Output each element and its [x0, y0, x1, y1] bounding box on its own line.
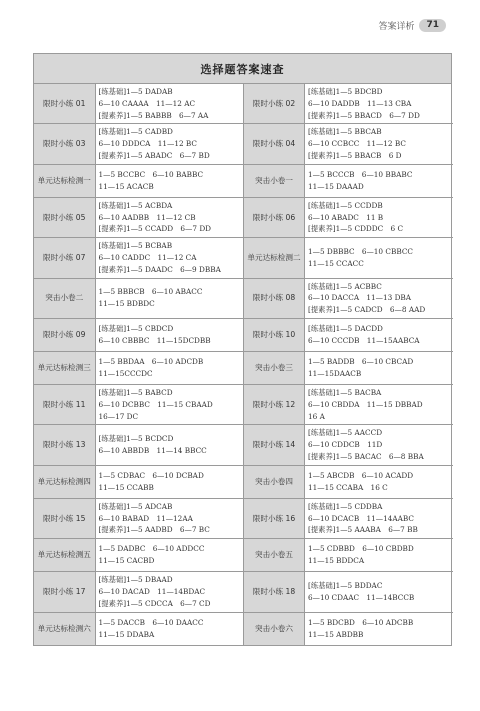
answer-line: [提素养]1—5 BBACD 6—7 DD [308, 110, 420, 120]
answer-line: 11—15 BDBDC [98, 299, 155, 309]
answer-line: 1—5 BCCBC 6—10 BABBC [98, 169, 204, 179]
answer-cell [95, 318, 244, 351]
section-label: 单元达标检测二 [244, 238, 305, 278]
answer-line: [练基础]1—5 BCBAB [98, 241, 173, 251]
answer-line: 6—10 CAAAA 11—12 AC [98, 98, 196, 108]
answer-line: 6—10 DCBBC 11—15 CBAAD [98, 399, 213, 409]
answer-cell [95, 197, 244, 237]
answer-line: 6—10 CADDC 11—12 CA [98, 252, 197, 262]
section-label: 限时小练 09 [34, 318, 95, 351]
section-label: 限时小练 03 [34, 124, 95, 164]
section-label: 突击小卷二 [34, 278, 95, 318]
answer-line: [练基础]1—5 BDDAC [308, 581, 383, 591]
answer-line: 11—15 ACACB [98, 181, 154, 191]
answer-line: [练基础]1—5 DACDD [308, 324, 383, 334]
answer-cell [95, 425, 244, 465]
answer-cell [305, 238, 454, 278]
section-label: 限时小练 02 [244, 84, 305, 124]
answer-cell [95, 539, 244, 572]
answer-line: 6—10 DDDCA 11—12 BC [98, 139, 198, 149]
section-label: 突击小卷五 [244, 539, 305, 572]
answer-line: 16 A [308, 411, 325, 421]
answer-line: 11—15 CACBD [98, 556, 155, 566]
answer-line: [提素养]1—5 CADCD 6—8 AAD [308, 305, 426, 315]
answer-line: [练基础]1—5 ADCAB [98, 501, 173, 511]
table-row [34, 612, 453, 645]
answer-line: [练基础]1—5 CBDCD [98, 324, 174, 334]
answer-line: 1—5 BDCBD 6—10 ADCBB [308, 617, 414, 627]
answer-line: 6—10 DCACB 11—14AABC [308, 513, 414, 523]
answer-line: 6—10 CCBCC 11—12 BC [308, 139, 406, 149]
answer-line: [练基础]1—5 DBAAD [98, 575, 173, 585]
answer-cell [305, 164, 454, 197]
answer-cell [305, 124, 454, 164]
section-label: 突击小卷四 [244, 465, 305, 498]
answer-line: [练基础]1—5 BABCD [98, 387, 173, 397]
section-label: 单元达标检测一 [34, 164, 95, 197]
answer-line: [提素养]1—5 ABADC 6—7 BD [98, 150, 210, 160]
answer-line: [练基础]1—5 DADAB [98, 87, 173, 96]
table-row [34, 498, 453, 538]
section-label: 限时小练 08 [244, 278, 305, 318]
answer-line: 6—10 CDDCB 11D [308, 440, 383, 450]
answer-cell [95, 238, 244, 278]
answer-line: [提素养]1—5 CDDDC 6 C [308, 224, 404, 234]
answer-cell [95, 278, 244, 318]
answer-line: [练基础]1—5 AACCD [308, 428, 383, 438]
answer-line: 1—5 BADDB 6—10 CBCAD [308, 357, 414, 367]
answer-line: [提素养]1—5 BABBB 6—7 AA [98, 110, 209, 120]
section-label: 限时小练 11 [34, 384, 95, 424]
answer-cell [305, 572, 454, 612]
answer-line: 6—10 DACCA 11—13 DBA [308, 293, 412, 303]
section-label: 限时小练 15 [34, 498, 95, 538]
answer-line: [提素养]1—5 BBACB 6 D [308, 150, 402, 160]
answer-line: 1—5 BBBCB 6—10 ABACC [98, 287, 203, 297]
section-label: 限时小练 18 [244, 572, 305, 612]
section-label: 单元达标检测四 [34, 465, 95, 498]
section-label: 限时小练 04 [244, 124, 305, 164]
answer-cell [95, 572, 244, 612]
answer-line: 6—10 DADDB 11—13 CBA [308, 98, 412, 108]
answer-cell [95, 351, 244, 384]
answer-line: 1—5 CDBBD 6—10 CBDBD [308, 544, 414, 554]
answer-line: [提素养]1—5 BACAC 6—8 BBA [308, 451, 424, 461]
answer-line: 16—17 DC [98, 411, 139, 421]
answer-line: 11—15CCCDC [98, 368, 153, 378]
answer-cell [305, 539, 454, 572]
table-row [34, 539, 453, 572]
page-number: 71 [419, 19, 446, 32]
answer-cell [305, 612, 454, 645]
table-row [34, 425, 453, 465]
answer-line: [练基础]1—5 CADBD [98, 127, 173, 137]
answer-cell [95, 84, 244, 124]
section-title: 答案详析 [378, 22, 415, 32]
section-label: 单元达标检测五 [34, 539, 95, 572]
section-label: 突击小卷三 [244, 351, 305, 384]
section-label: 限时小练 16 [244, 498, 305, 538]
answer-line: 11—15DAACB [308, 368, 362, 378]
section-label: 限时小练 07 [34, 238, 95, 278]
table-row [34, 318, 453, 351]
section-label: 限时小练 05 [34, 197, 95, 237]
answer-line: [提素养]1—5 DAADC 6—9 DBBA [98, 264, 221, 274]
answer-line: 1—5 ABCDB 6—10 ACADD [308, 470, 414, 480]
table-row [34, 465, 453, 498]
table-row [34, 278, 453, 318]
answer-line: 1—5 BCCCB 6—10 BBABC [308, 169, 413, 179]
answer-line: [提素养]1—5 AADBD 6—7 BC [98, 525, 210, 535]
table-row [34, 84, 453, 124]
section-label: 单元达标检测六 [34, 612, 95, 645]
table-row [34, 351, 453, 384]
answer-cell [305, 425, 454, 465]
answer-line: [练基础]1—5 BACBA [308, 387, 382, 397]
section-label: 限时小练 06 [244, 197, 305, 237]
answer-line: 1—5 BBDAA 6—10 ADCDB [98, 357, 204, 367]
answer-cell [305, 197, 454, 237]
answer-line: [提素养]1—5 CCADD 6—7 DD [98, 224, 212, 234]
answer-cell [305, 351, 454, 384]
section-label: 限时小练 14 [244, 425, 305, 465]
section-label: 限时小练 13 [34, 425, 95, 465]
answer-line: 11—15 CCABA 16 C [308, 482, 388, 492]
section-label: 限时小练 01 [34, 84, 95, 124]
answer-cell [95, 124, 244, 164]
answer-cell [305, 384, 454, 424]
answer-line: [提素养]1—5 CDCCA 6—7 CD [98, 598, 211, 608]
answer-line: 6—10 CCCDB 11—15AABCA [308, 335, 420, 345]
answer-line: [练基础]1—5 ACBDA [98, 200, 173, 210]
section-label: 限时小练 10 [244, 318, 305, 351]
section-label: 限时小练 17 [34, 572, 95, 612]
answer-cell [95, 164, 244, 197]
answer-line: 1—5 CDBAC 6—10 DCBAD [98, 470, 204, 480]
answer-table-container [33, 53, 452, 646]
answer-line: 1—5 DBBBC 6—10 CBBCC [308, 247, 414, 257]
section-label: 突击小卷六 [244, 612, 305, 645]
table-row [34, 124, 453, 164]
answer-line: [提素养]1—5 AAABA 6—7 BB [308, 525, 418, 535]
answer-line: 6—10 ABADC 11 B [308, 212, 384, 222]
answer-line: [练基础]1—5 BCDCD [98, 434, 174, 444]
answer-cell [95, 384, 244, 424]
answer-line: 11—15 DAAAD [308, 181, 364, 191]
table-row [34, 164, 453, 197]
answer-line: 6—10 CBBBC 11—15DCDBB [98, 335, 211, 345]
answer-cell [305, 278, 454, 318]
section-label: 限时小练 12 [244, 384, 305, 424]
section-label: 单元达标检测三 [34, 351, 95, 384]
answer-cell [305, 318, 454, 351]
answer-cell [95, 612, 244, 645]
table-row [34, 384, 453, 424]
answer-line: 11—15 DDABA [98, 629, 155, 639]
section-label: 突击小卷一 [244, 164, 305, 197]
answer-line: [练基础]1—5 BBCAB [308, 127, 382, 137]
answer-line: 6—10 DACAD 11—14BDAC [98, 586, 206, 596]
page-header [378, 19, 446, 32]
answer-cell [305, 498, 454, 538]
answer-line: 6—10 CDAAC 11—14BCCB [308, 592, 415, 602]
answer-line: [练基础]1—5 BDCBD [308, 87, 383, 96]
table-row [34, 238, 453, 278]
answer-line: [练基础]1—5 CDDBA [308, 501, 383, 511]
answer-table [34, 84, 453, 645]
answer-line: 11—15 BDDCA [308, 556, 365, 566]
table-row [34, 197, 453, 237]
answer-line: 6—10 AADBB 11—12 CB [98, 212, 196, 222]
answer-line: 1—5 DACCB 6—10 DAACC [98, 617, 204, 627]
answer-line: 6—10 ABBDB 11—14 BBCC [98, 446, 207, 456]
answer-line: [练基础]1—5 ACBBC [308, 281, 382, 291]
answer-line: 11—15 CCABB [98, 482, 154, 492]
answer-cell [95, 498, 244, 538]
answer-line: [练基础]1—5 CCDDB [308, 200, 383, 210]
table-row [34, 572, 453, 612]
answer-cell [305, 84, 454, 124]
answer-line: 6—10 CBDDA 11—15 DBBAD [308, 399, 423, 409]
answer-line: 11—15 CCACC [308, 258, 364, 268]
answer-line: 11—15 ABDBB [308, 629, 364, 639]
answer-cell [95, 465, 244, 498]
answer-cell [305, 465, 454, 498]
table-title: 选择题答案速查 [34, 54, 451, 84]
answer-line: 6—10 BABAD 11—12AA [98, 513, 193, 523]
answer-line: 1—5 DADBC 6—10 ADDCC [98, 544, 205, 554]
